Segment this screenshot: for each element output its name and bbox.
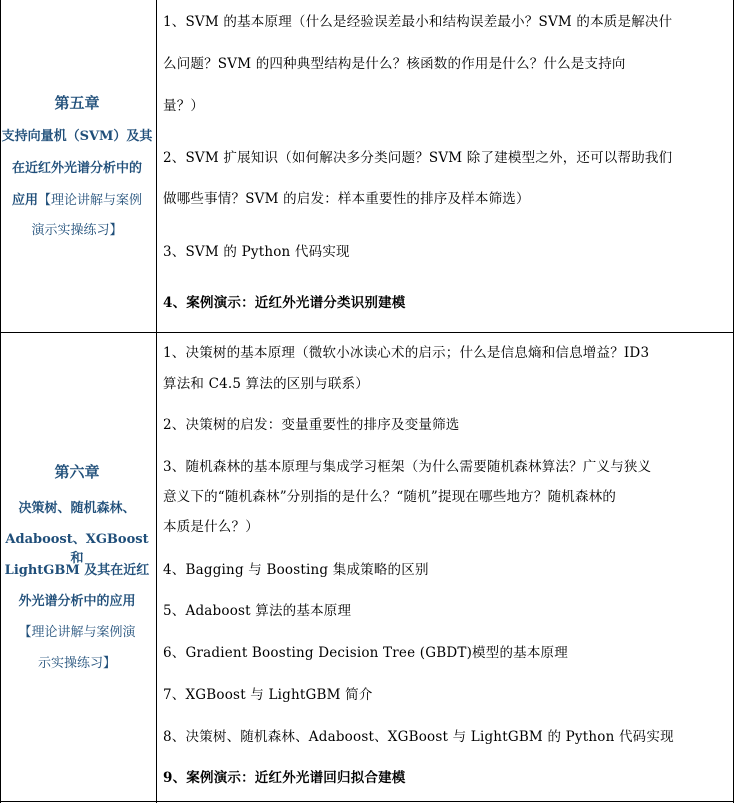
chapter-5-title-line-2: 在近红外光谱分析中的 xyxy=(11,161,142,176)
chapter-5-content xyxy=(163,0,728,332)
item-line: 量？） xyxy=(163,98,205,114)
chapter-6-title-line-1: 决策树、随机森林、 xyxy=(18,501,136,516)
item-line: 做哪些事情？SVM 的启发：样本重要性的排序及样本筛选） xyxy=(163,191,530,207)
chapter-5-number: 第五章 xyxy=(54,94,100,112)
chapter-6-title-line-4: 外光谱分析中的应用 xyxy=(18,594,136,609)
item-line: 1、SVM 的基本原理（什么是经验误差最小和结构误差最小？SVM 的本质是解决什 xyxy=(163,14,673,30)
item-line: 9、案例演示：近红外光谱回归拟合建模 xyxy=(163,770,406,786)
chapter-6-title-line-2: Adaboost、XGBoost 和 xyxy=(5,532,149,566)
column-divider xyxy=(156,0,157,803)
item-line: 意义下的“随机森林”分别指的是什么？“随机”提现在哪些地方？随机森林的 xyxy=(163,489,617,505)
item-line: 算法和 C4.5 算法的区别与联系） xyxy=(163,376,369,392)
item-line: 3、SVM 的 Python 代码实现 xyxy=(163,244,350,260)
chapter-5-note-tail: 演示实操练习】 xyxy=(31,223,123,238)
item-line: 3、随机森林的基本原理与集成学习框架（为什么需要随机森林算法？广义与狭义 xyxy=(163,459,652,475)
chapter-6-content xyxy=(163,333,728,801)
item-line: 2、SVM 扩展知识（如何解决多分类问题？SVM 除了建模型之外，还可以帮助我们 xyxy=(163,150,673,166)
item-line: 么问题？SVM 的四种典型结构是什么？核函数的作用是什么？什么是支持向 xyxy=(163,56,626,72)
chapter-5-cell xyxy=(0,0,154,332)
item-line: 4、Bagging 与 Boosting 集成策略的区别 xyxy=(163,562,429,578)
item-line: 7、XGBoost 与 LightGBM 简介 xyxy=(163,687,373,703)
chapter-6-cell xyxy=(0,333,154,801)
item-line: 8、决策树、随机森林、Adaboost、XGBoost 与 LightGBM 的 Python 代码实现 xyxy=(163,729,674,745)
item-line: 5、Adaboost 算法的基本原理 xyxy=(163,603,352,619)
item-line: 本质是什么？） xyxy=(163,519,259,535)
table-border-right xyxy=(733,0,734,803)
chapter-6-number: 第六章 xyxy=(54,463,100,481)
chapter-6-note-line-2: 示实操练习】 xyxy=(37,656,116,671)
item-line: 2、决策树的启发：变量重要性的排序及变量筛选 xyxy=(163,417,460,433)
chapter-5-title-line-3 xyxy=(0,189,154,209)
item-line: 4、案例演示：近红外光谱分类识别建模 xyxy=(163,295,406,311)
chapter-5-note-inline: 【理论讲解与案例 xyxy=(38,193,143,208)
chapter-6-note-line-1: 【理论讲解与案例演 xyxy=(18,625,136,640)
chapter-5-title-line-1: 支持向量机（SVM）及其 xyxy=(1,129,153,144)
item-line: 6、Gradient Boosting Decision Tree (GBDT)模型的基本原理 xyxy=(163,645,568,661)
table-border-bottom xyxy=(0,801,734,802)
item-line: 1、决策树的基本原理（微软小冰读心术的启示；什么是信息熵和信息增益？ID3 xyxy=(163,345,650,361)
chapter-5-title-tail: 应用 xyxy=(11,193,38,208)
chapter-6-title-line-3: LightGBM 及其在近红 xyxy=(4,563,150,578)
